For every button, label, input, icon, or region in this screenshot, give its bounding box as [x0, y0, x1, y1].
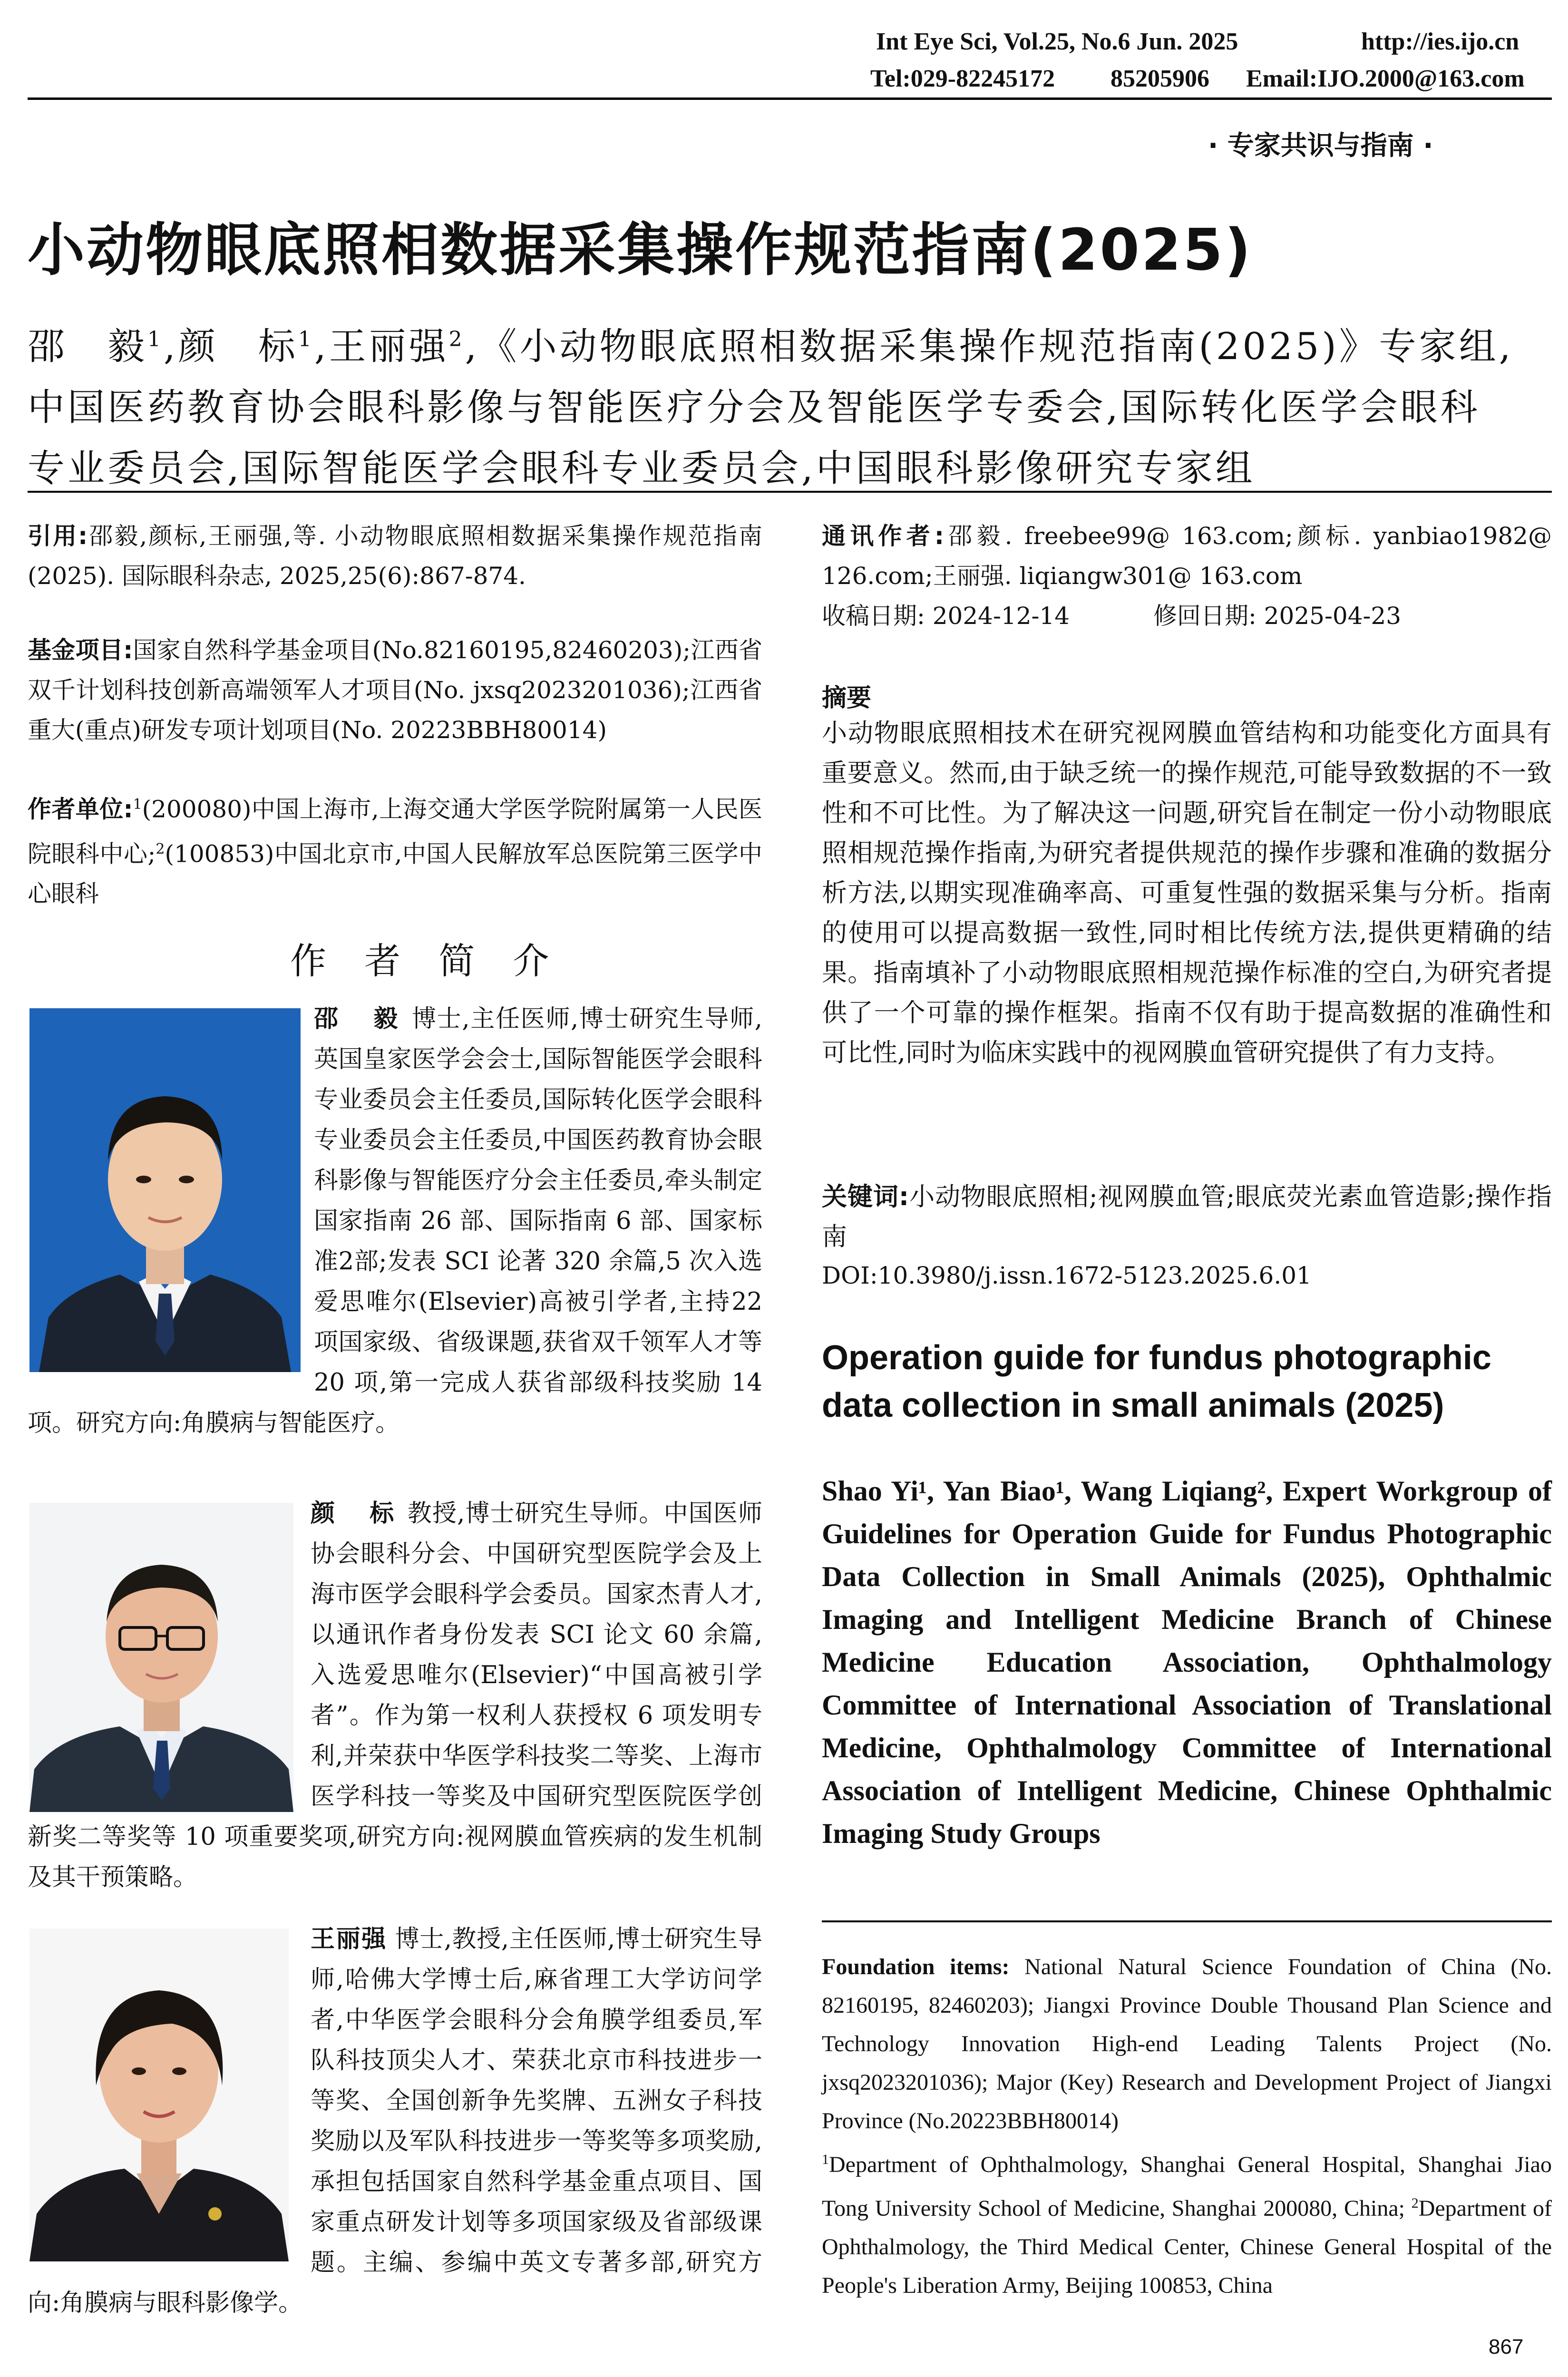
journal-tel2: 85205906: [1110, 65, 1209, 92]
correspondence-label: 通讯作者:: [822, 522, 944, 550]
bio-shao-yi: [28, 999, 762, 1443]
english-title: Operation guide for fundus photographic data collection in small animals (2025): [822, 1339, 1491, 1424]
journal-citation: Int Eye Sci, Vol.25, No.6 Jun. 2025: [876, 28, 1238, 55]
keywords-text: 小动物眼底照相;视网膜血管;眼底荧光素血管造影;操作指南: [822, 1182, 1552, 1251]
page-number: 867: [1489, 2335, 1524, 2358]
author-3: 王丽强: [329, 325, 449, 368]
english-rule: [822, 1920, 1552, 1922]
author-block: 邵 毅$^1$,颜 标$^1$,王丽强$^2$,《小动物眼底照相数据采集操作规范指南(2025)》专家组, 中国医药教育协会眼科影像与智能医疗分会及智能医学专委会,国际转化医学会眼科 专业委员会,国际智能医学会眼科专业委员会,中国眼科影像研究专家组: [28, 309, 1552, 499]
journal-url[interactable]: http://ies.ijo.cn: [1361, 28, 1519, 55]
author-1: 邵 毅: [28, 325, 148, 368]
english-authors: Shao Yi¹, Yan Biao¹, Wang Liqiang², Expert Workgroup of Guidelines for Operation Guide for Fundus Photographic Data Collection in Small Animals (2025), Ophthalmic Imaging and Intelligent Medicine Branch of Chinese Medicine Education Association, Ophthalmology Committee of International Association of Translational Medicine, Ophthalmology Committee of International Association of Intelligent Medicine, Chinese Ophthalmic Imaging Study Groups: [822, 1475, 1552, 1849]
foundation-label: Foundation items:: [822, 1954, 1010, 1979]
author-line-3: 专业委员会,国际智能医学会眼科专业委员会,中国眼科影像研究专家组: [28, 447, 1256, 490]
doi[interactable]: DOI:10.3980/j.issn.1672-5123.2025.6.01: [822, 1262, 1312, 1289]
citation-text: 邵毅,颜标,王丽强,等. 小动物眼底照相数据采集操作规范指南(2025). 国际眼科杂志, 2025,25(6):867-874.: [28, 522, 763, 590]
journal-tel: Tel:029-82245172: [870, 65, 1055, 92]
paper-title: 小动物眼底照相数据采集操作规范指南(2025): [28, 217, 1253, 283]
citation-label: 引用:: [28, 522, 88, 550]
funding-block: [28, 630, 762, 750]
received-date: 收稿日期: 2024-12-14: [822, 602, 1070, 630]
author-line-2: 中国医药教育协会眼科影像与智能医疗分会及智能医学专委会,国际转化医学会眼科: [28, 386, 1480, 429]
author-group: 《小动物眼底照相数据采集操作规范指南(2025)》专家组,: [479, 325, 1514, 368]
column-top-rule: [28, 491, 1552, 493]
journal-email[interactable]: Email:IJO.2000@163.com: [1246, 65, 1525, 92]
bio-text-yan-biao: 教授,博士研究生导师。中国医师协会眼科分会、中国研究型医院学会及上海市医学会眼科学会委员。国家杰青人才,以通讯作者身份发表 SCI 论文 60 余篇,入选爱思唯尔(Elsevier)“中国高被引学者”。作为第一权利人获授权 6 项发明专利,并荣获中华医学科技奖二等奖、上海市医学科技一等奖及中国研究型医院医学创新奖二等奖等 10 项重要奖项,研究方向:视网膜血管疾病的发生机制及其干预策略。: [28, 1500, 762, 1891]
citation-block: [28, 516, 762, 596]
affiliation-en-2: Department of Ophthalmology, the Third Medical Center, Chinese General Hospital of the People's Liberation Army, Beijing 100853, China: [822, 2196, 1552, 2298]
foundation-block: Foundation items: National Natural Science Foundation of China (No. 82160195, 82460203); Jiangxi Province Double Thousand Plan Science and Technology Innovation High-end Leading Talents Project (No. jxsq2023201036); Major (Key) Research and Development Project of Jiangxi Province (No.20223BBH80014) $^1$Department of Ophthalmology, Shanghai General Hospital, Shanghai Jiao Tong University School of Medicine, Shanghai 200080, China; $^2$Department of Ophthalmology, the Third Medical Center, Chinese General Hospital of the People's Liberation Army, Beijing 100853, China: [822, 1954, 1552, 2298]
affiliation-label: 作者单位:: [28, 795, 133, 823]
author-2: 颜 标: [178, 325, 298, 368]
correspondence-text: 邵毅. freebee99@ 163.com;颜标. yanbiao1982@ 126.com;王丽强. liqiangw301@ 163.com: [822, 522, 1552, 590]
bio-name-yan-biao: 颜 标: [311, 1500, 399, 1528]
revised-date: 修回日期: 2025-04-23: [1153, 602, 1402, 630]
bio-heading: 作 者 简 介: [290, 940, 563, 982]
affiliation-text-1: (200080)中国上海市,上海交通大学医学院附属第一人民医院眼科中心;: [28, 795, 762, 868]
abstract-heading: 摘要: [822, 684, 872, 712]
bio-yan-biao: [28, 1493, 762, 1898]
affiliation-en-1: Department of Ophthalmology, Shanghai General Hospital, Shanghai Jiao Tong University School of Medicine, Shanghai 200080, China;: [822, 2152, 1552, 2221]
keywords-label: 关键词:: [822, 1182, 909, 1211]
bio-text-shao-yi: 博士,主任医师,博士研究生导师,英国皇家医学会会士,国际智能医学会眼科专业委员会主任委员,国际转化医学会眼科专业委员会主任委员,中国医药教育协会眼科影像与智能医疗分会主任委员,牵头制定国家指南 26 部、国际指南 6 部、国家标准2部;发表 SCI 论著 320 余篇,5 次入选爱思唯尔(Elsevier)高被引学者,主持22 项国家级、省级课题,获省双千领军人才等20 项,第一完成人获省部级科技奖励 14 项。研究方向:角膜病与智能医疗。: [28, 1005, 762, 1437]
section-label: · 专家共识与指南 ·: [1208, 130, 1433, 161]
affiliation-block: 作者单位:$^1$(200080)中国上海市,上海交通大学医学院附属第一人民医院眼科中心;$^2$(100853)中国北京市,中国人民解放军总医院第三医学中心眼科: [28, 795, 762, 908]
bio-text-wang-liqiang: 博士,教授,主任医师,博士研究生导师,哈佛大学博士后,麻省理工大学访问学者,中华医学会眼科分会角膜学组委员,军队科技顶尖人才、荣获北京市科技进步一等奖、全国创新争先奖牌、五洲女子科技奖励以及军队科技进步一等奖等多项奖励,承担包括国家自然科学基金重点项目、国家重点研发计划等多项国家级及省部级课题。主编、参编中英文专著多部,研究方向:角膜病与眼科影像学。: [28, 1925, 762, 2317]
bio-wang-liqiang: [28, 1919, 762, 2323]
bio-name-shao-yi: 邵 毅: [314, 1005, 404, 1033]
foundation-text: National Natural Science Foundation of China (No. 82160195, 82460203); Jiangxi Province Double Thousand Plan Science and Technology Innovation High-end Leading Talents Project (No. jxsq2023201036); Major (Key) Research and Development Project of Jiangxi Province (No.20223BBH80014): [822, 1954, 1552, 2133]
keywords-block: [822, 1177, 1552, 1257]
correspondence-block: [822, 516, 1552, 596]
funding-label: 基金项目:: [28, 636, 133, 664]
affiliation-text-2: (100853)中国北京市,中国人民解放军总医院第三医学中心眼科: [28, 840, 762, 908]
bio-name-wang-liqiang: 王丽强: [311, 1925, 387, 1953]
abstract-text: 小动物眼底照相技术在研究视网膜血管结构和功能变化方面具有重要意义。然而,由于缺乏统一的操作规范,可能导致数据的不一致性和不可比性。为了解决这一问题,研究旨在制定一份小动物眼底照相规范操作指南,为研究者提供规范的操作步骤和准确的数据分析方法,以期实现准确率高、可重复性强的数据采集与分析。指南的使用可以提高数据一致性,同时相比传统方法,提供更精确的结果。指南填补了小动物眼底照相规范操作标准的空白,为研究者提供了一个可靠的操作框架。指南不仅有助于提高数据的准确性和可比性,同时为临床实践中的视网膜血管研究提供了有力支持。: [822, 719, 1552, 1067]
funding-text: 国家自然科学基金项目(No.82160195,82460203);江西省双千计划科技创新高端领军人才项目(No. jxsq2023201036);江西省重大(重点)研发专项计划项目(No. 20223BBH80014): [28, 636, 762, 744]
header-rule: [28, 97, 1552, 100]
